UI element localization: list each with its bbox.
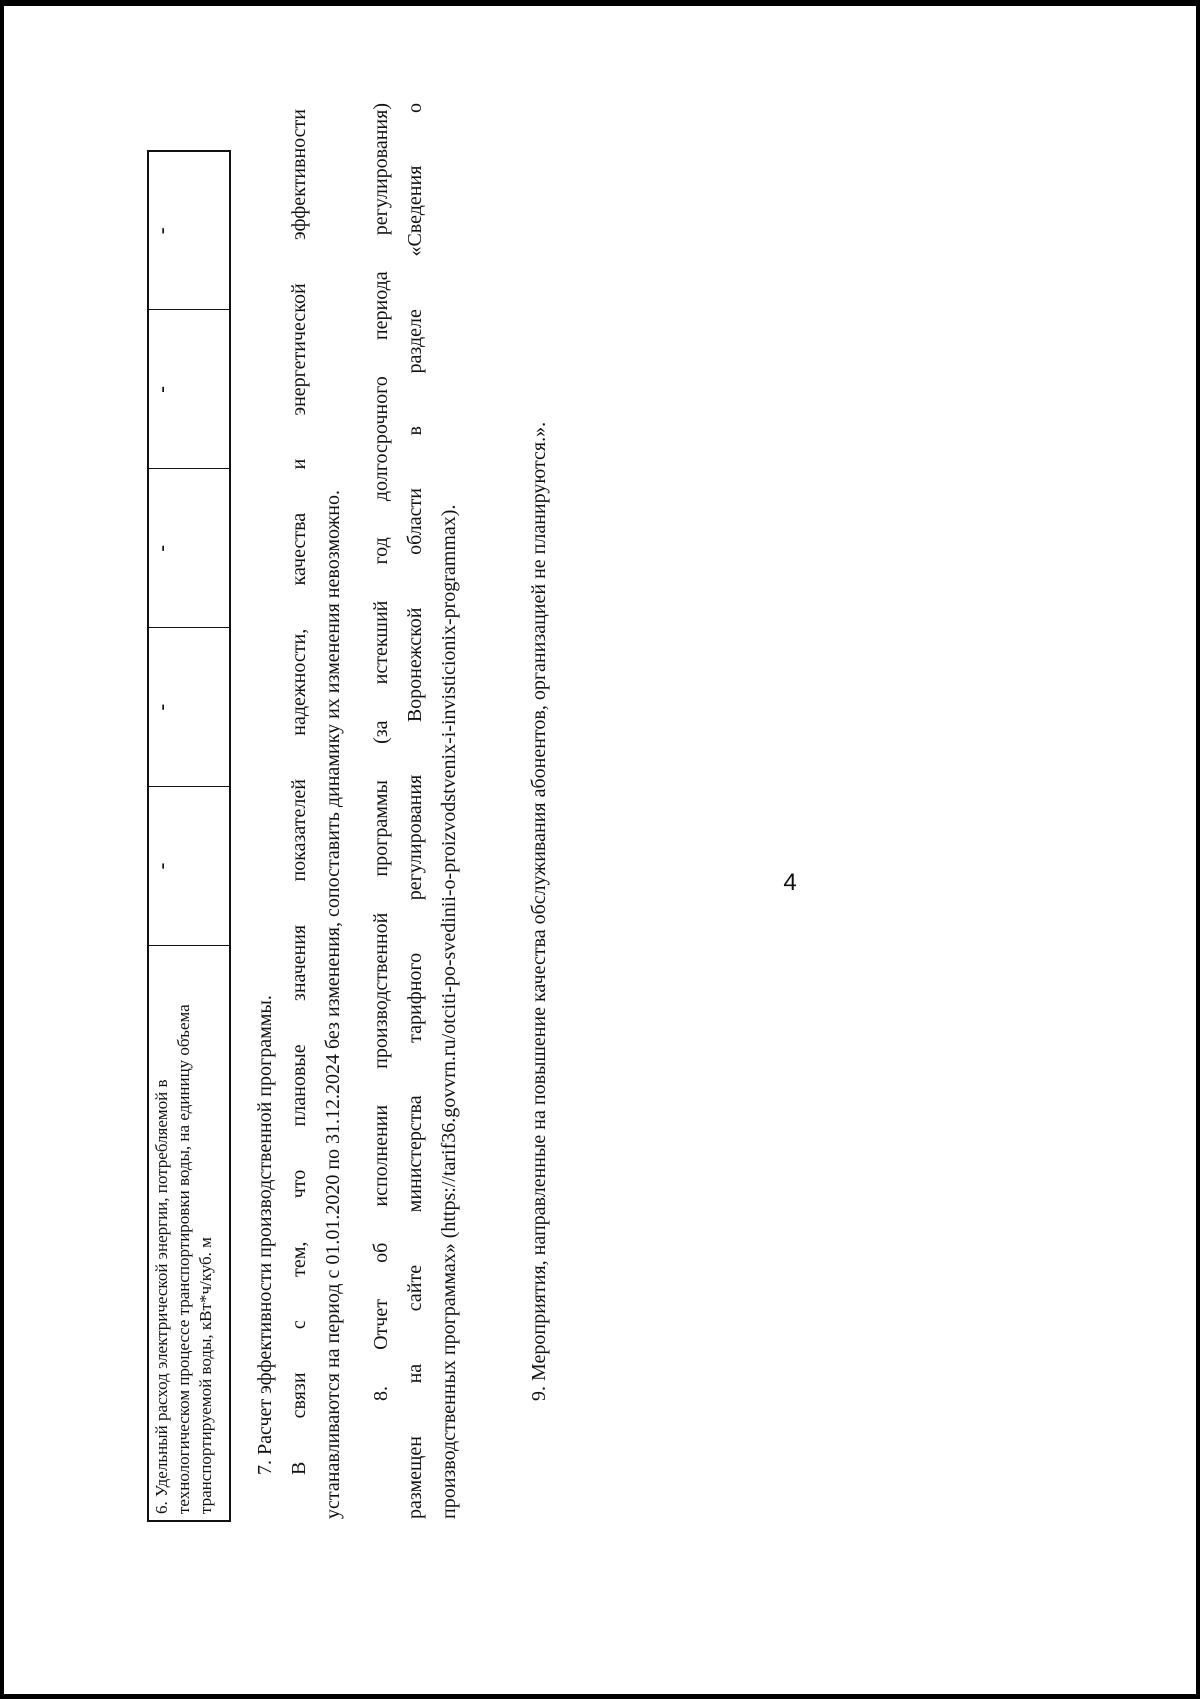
section-7-paragraph-line-2: устанавливаются на период с 01.01.2020 по 31.12.2024 без изменения, сопоставить динамику их изменения невозможно.	[322, 490, 344, 1519]
indicator-table	[147, 150, 231, 1522]
indicator-value-5: -	[148, 151, 230, 310]
section-9-text: 9. Мероприятия, направленные на повышение качества обслуживания абонентов, организацией не планируются.».	[528, 421, 550, 1401]
indicator-value-4: -	[148, 310, 230, 469]
section-8-line-3: производственных программах» (https://tarif36.govvrn.ru/otciti-po-svedinii-o-proizvodstvenix-i-invisticionix-programmax).	[438, 504, 460, 1519]
indicator-value-1: -	[148, 787, 230, 946]
table-row	[148, 151, 230, 1521]
section-7-paragraph-line-1: В связи с тем, что плановые значения показателей надежности, качества и энергетической эффективности	[288, 109, 310, 1475]
section-7-heading: 7. Расчет эффективности производственной программы.	[254, 995, 276, 1475]
page-number: 4	[783, 869, 797, 896]
section-7	[248, 109, 350, 1519]
section-9	[522, 103, 556, 1519]
indicator-value-2: -	[148, 628, 230, 787]
section-8-line-1: 8. Отчет об исполнении производственной программы (за истекший год долгосрочного периода регулирования)	[370, 103, 392, 1401]
rotated-content	[4, 6, 1196, 1694]
section-8	[364, 103, 466, 1519]
document-page	[4, 6, 1196, 1694]
indicator-value-3: -	[148, 469, 230, 628]
indicator-label: 6. Удельный расход электрической энергии, потребляемой в технологическом процессе транспортировки воды, на единицу объема транспортируемой воды, кВт*ч/куб. м	[148, 946, 230, 1522]
section-8-line-2: размещен на сайте министерства тарифного регулирования Воронежской области в разделе «Сведения о	[404, 103, 426, 1519]
